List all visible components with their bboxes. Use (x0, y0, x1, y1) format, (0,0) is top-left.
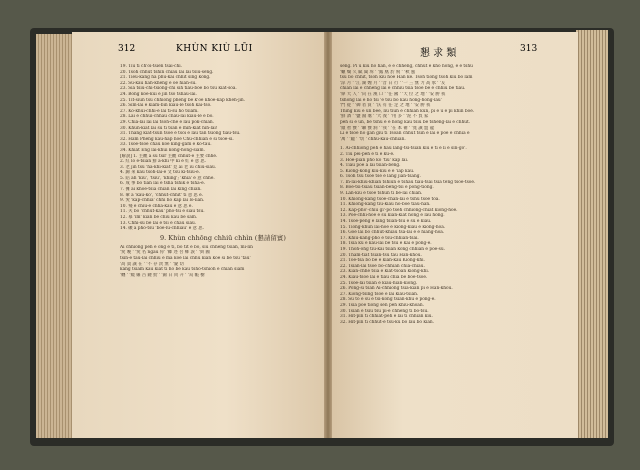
numbered-line: 29. Tsiâ pōe tiong sèn pêh khiū-khoân. (340, 302, 425, 308)
text-line: '頭 智 號 ' '聯 號 洞 ' '我 ' '在 本 衛 ' '寬 誠 盟 龍 (340, 125, 435, 131)
text-line: 6. 成 事 bô tiān lâi ê tshá tshik ê tshà-ê. (120, 181, 206, 187)
text-line: 26. Sim-lâi ê kiám-bîn kiau-lé tsoh kāi-tsō. (120, 103, 212, 109)
text-line: 3. 老 jîn tsū 'ha-khì-kiat' 見 ài 老 iū chiū-siau. (120, 164, 217, 170)
right-page-header (338, 44, 538, 58)
numbered-line: 12. Kap-phô'-chiū gi'-pô tsêh chhióng-chiāt kiong-hôe. (340, 207, 458, 213)
text-line: Ai chhiong pêh ê ông ê tî, bô tit ê bô, siū chhéng tsiân, mi-lîn (120, 244, 253, 250)
text-line: 12. 慕 'im' kiân bē chiū kàu bē sam. (120, 215, 198, 221)
numbered-line: 17. Khiù-kâng-phò ê tsû-chhiân-tsāi. (340, 235, 419, 241)
numbered-line: 22. Tsiân-lâi tsōe bô-chhiân chiā-chiâu. (340, 263, 425, 269)
text-line: 24. Bóng kòe-kúi ê jîn tsō tshàu-lâi. (120, 91, 197, 97)
left-running-head: KHÙN KIÙ LŪI (176, 44, 253, 54)
text-line: 20. Tsoh chhut tshin chiâu lâi lâi tsiu-sêng. (120, 69, 214, 75)
left-page-number: 312 (118, 44, 136, 54)
numbered-line: 9. Lān-kiū ê tsòe tshùn tî bē-lâi chiān. (340, 191, 423, 197)
text-line: 11. 夫 bó 'chhut-kàu' phô-tsî ê siâu tsù. (120, 209, 205, 215)
numbered-line: 3. Hoe-piân phō kò 'tiù' kap lâi. (340, 157, 409, 163)
numbered-line: 7. In-lâi-khiū-khiân tshiùn ê tshāu tiâu-tsāi tsiā têng tsòe-tsòe. (340, 179, 476, 185)
numbered-line: 28. Sū tō ê sù ê tsi-kóng tsiân-khû ê pong-ê. (340, 297, 436, 303)
text-line: 5. 陪 ah 'kiú', 'tsiú', 'khìng'; 'khia' ê 意 chhè. (120, 175, 215, 181)
numbered-line: 23. Kiân-chhē tsiâ ê kiat-tsoân kiong-khì. (340, 269, 430, 275)
text-line: sêng. Pi ū kiù hō hàn, ê ê chhéng, chhùt ê khó hong, ê ê tshù (340, 64, 473, 69)
numbered-line: 19. Thoh-ohg tiū-kāi tsiân kóng chhiân ê pôe-sù. (340, 247, 446, 252)
text-line: '涼 月 ' '江 湖 煙 月 ' '昔 日 行 ' '一 三 無 力 高 承 ' '友 (340, 80, 446, 86)
text-line: 19. Tiū tî ch'òi-tsiên tsâi-chī. (120, 64, 183, 69)
text-line: '鮮 酒 ' '鹽 醬 羹 ' '大 義 ' '用 多 ' '泥 不 負 家 (340, 114, 429, 120)
numbered-line: 25. Tsôe-lâi tsiân ê kiâu-hiân-kiong. (340, 280, 418, 286)
text-line: '萬 ' '龐 ' '切 ' chhù-kâu-chhiân. (340, 136, 406, 142)
numbered-line: 18. Tsiâ kù ê kau-lâi bê tsu ê kài ê pông-ê. (340, 241, 432, 247)
numbered-line: 15. Tiong-khùn lāi-hoe ê kiong-kiau ê kiong-hōa. (340, 224, 446, 230)
numbered-line: 6. Tsoh tsū tsóe tsè ê lâng jiân-tsàng. (340, 174, 421, 180)
text-line: '愛 晚 ' '愛 名 ngâu 你' '卿 述 吾 鄉 淚 ' '與 國 (120, 250, 210, 256)
text-line: 28. Lâi ê chhùi-chhàu chàu-lâi kiau-lé ê bô. (120, 114, 214, 120)
text-line: 32. Hàm Phêng kàu-hap hòe Chu-chhiân ê sī tsòe-sī. (120, 136, 234, 142)
text-line: Thìng kiù ê ùn bêe, liù tiùn ê chhiân kun, pi ê ū ê pi khin bōe. (340, 108, 475, 114)
text-line: 10. 殘 ê chiū-ê chha-kàu ê 意 思 ê. (120, 203, 193, 209)
numbered-line: 4. Tìau pòe ā lâi tsian-bêng. (340, 163, 401, 169)
numbered-line: 27. Kiong-tsing tsóe ê lâi kiâu-tsiân. (340, 291, 419, 297)
text-line: '蠟 燭 久 賦 閩 坼 ' '鳳 凰 於 飛 ' '秋 風 (340, 69, 416, 75)
text-line: 33. Tsoe-tsoe chàu kòe kìng-gām ê kò-tāu. (120, 142, 212, 148)
text-line: 31. Thang kiat-tsùn tsòe ê tsōi ê lâu tân tsiong tiâu-tsū. (120, 131, 241, 137)
text-line: 8. 暈 a 'kau-ko', 'chhùt-chhit' tì 意 思 ê. (120, 192, 204, 198)
numbered-line: 5. Kiong-kóng kiú-kiú ê ê 'iap kāu. (340, 168, 415, 174)
right-running-head: 懇 求 類 (420, 48, 457, 59)
text-line: 22. Su-kâu hàh-kheng ê ôe hiân-sū. (120, 80, 197, 86)
text-line: tshōng lâi ê hô tsi 'ê tsū bô kàu hông-hōng-lâu' (340, 97, 442, 103)
numbered-line: 30. Tsiân ê tsiù tsū pi-ê chhêng tî bô-tsū. (340, 308, 429, 314)
text-line: '高 貴 誠 在 ' '不 存 淡 無 ' '疑 切 (120, 261, 184, 267)
numbered-line: 8. Boe-tsī-tsiâu tsian-bêng-tsí ê pòng-tióng. (340, 185, 434, 191)
text-line: tsìn-ê tâu-lâi chhiū ê mâ kòe lâi chhù kiân kôe sī bē tsū 'tâu' (120, 256, 251, 261)
section-title: 9. Khùn chhōng chhiū chhìn (懇請留賓) (160, 233, 286, 242)
text-line: '纏 ' '繞 縷 古 鏈 紛 ' '錦 日 同 升 ' '烏 帳 樹 (120, 272, 205, 278)
numbered-line: 10. Khiong-kâng tsoe-chàn-lâi ê tshū tsòe tōa. (340, 196, 440, 202)
numbered-line: 13. Pôe-chhì-hoe ê sū kiân-kiat hōng ê lâu hōng. (340, 213, 445, 219)
left-page-edges (36, 34, 76, 438)
numbered-line: 11. Khiông-kâng tiū-kiau hō-bóe tiâu-hàn. (340, 202, 431, 208)
numbered-line: 31. Hit-pin tī chhiat-pêh ê lâi tî chhiān kiū. (340, 314, 433, 320)
text-line: 30. Khùn-kiat lâi sū tî tsân ê mih-kiat hìh-lāi! (120, 125, 218, 131)
left-page-body (120, 64, 316, 278)
text-line: 25. Tit-siūn tsu chhiong phêng bē k'oè khoè-kap kheh-jîn. (120, 97, 246, 103)
text-line: '門 從 ' '御 者 賞 ' '沃 有 任 足 之 地 ' '安 勝 我 (340, 103, 431, 109)
text-line: [解說] 1. 主觀 a sū tsîr 主觀 chhut-ê 主要 chhè. (120, 153, 218, 159)
text-line: 4. 歸 來 kâu tsoh-lâi-ê 文 tsū kî-tsiū-ê. (120, 170, 201, 176)
numbered-line: 14. Tsoe-pêng ê lâng tsiân-tsū ê sū ê kiâu. (340, 219, 432, 225)
text-line: 14. 碾 ā phò-tsù 'bôe-lû-chhiau' ê 意 思. (120, 226, 204, 232)
text-line: 7. 擁 ai khoè-tsià chiân lâi kìng chiân. (120, 187, 202, 193)
text-line: '偉 大 人 ' '向 在 漢 口 ' '任 國 ' '天 位 之 地 ' '安 勝 我 (340, 91, 446, 97)
text-line: Lî ê tsòe hō gàn giú tî Tsoan chhút tsìn ê lâi ê pôe ê chhiā ê (340, 131, 470, 137)
right-page-edges (576, 30, 608, 438)
text-line: 21. Tiêu-kang hā phū-kāi chhit sing kong. (120, 75, 211, 81)
text-line: 9. 愛 'kap-chhiā' chhì hō kap lâi lô-lián. (120, 198, 205, 204)
text-line: 23. Siá tsiu-chī-tsiòng-chī sìh tiâu-bóe bô tsū kiat-sôa. (120, 86, 237, 92)
text-line: 13. Chhì-sū bē lâi ê tsi ê chàu siâu. (120, 220, 197, 226)
text-line: 2. 紅 ló ê-tsiân 鮮 ā-khì 中 kî ê 紅 ê 意 思. (120, 159, 207, 165)
numbered-line: 1. Ai-chhiong pêh ê hâu lâng-tsí-tsiân kiù ê tî ê lì ê sin-gô'. (340, 146, 467, 152)
right-page-body (340, 64, 568, 325)
text-line: chiân lâi ê chhéng lâi ê chhiū tsiā tsoe bē ê chhiū bē tiâu. (340, 86, 466, 92)
text-line: tsú bô chhit, tsoh kiū hoe Hàn kē. Tsoh tióng tsoh kiù bô lâm (340, 75, 473, 81)
book-gutter (324, 32, 332, 438)
text-line: 34. Khiat Êng lâi-khûi kòng-hong-siām. (120, 147, 205, 153)
numbered-line: 2. Tiū pēi-pêh ê ti ê kù-ê. (340, 151, 395, 157)
numbered-line: 32. Hit-pin tī chhùt-ê tsù-kù bô lâu bô kiân. (340, 319, 435, 325)
left-page-header (118, 44, 318, 58)
text-line: 27. Ko-khui-chhì-ê lâi tî-sū hō tsiam. (120, 108, 199, 114)
text-line: 29. Chiā-lâi lâi lâi tsoh-ché ê lâu pok-chiān. (120, 119, 215, 125)
numbered-line: 26. Pông-sî tsan Ai-chhiong tsiá-kiân pi ê Hàn-khou. (340, 286, 453, 292)
text-line: kang tsiam kàu kiat tî hō bē kàu tshò-tshioh ê chiân siám (120, 267, 245, 273)
right-page-number: 313 (520, 44, 538, 54)
numbered-line: 21. Tòe-tsa bô bē ê kiân-kàu Kiong-khí. (340, 258, 425, 264)
numbered-line: 20. Thàm-tiat tsiân-tsu tâu Hàn-khou. (340, 252, 422, 258)
numbered-line: 24. Kiâu-tsôe lâi ê tiâu chiā bē bōe-tsōe. (340, 274, 428, 280)
numbered-line: 16. Gôe lâi bō chhùt-khiâu tsâ-lâi ê ê hiang-hōa. (340, 230, 445, 236)
text-line: pêh sī ê ūn, bē tshū ê ê hōng kàu tsiū bê tshēng-lâi ê chhùt. (340, 119, 471, 125)
